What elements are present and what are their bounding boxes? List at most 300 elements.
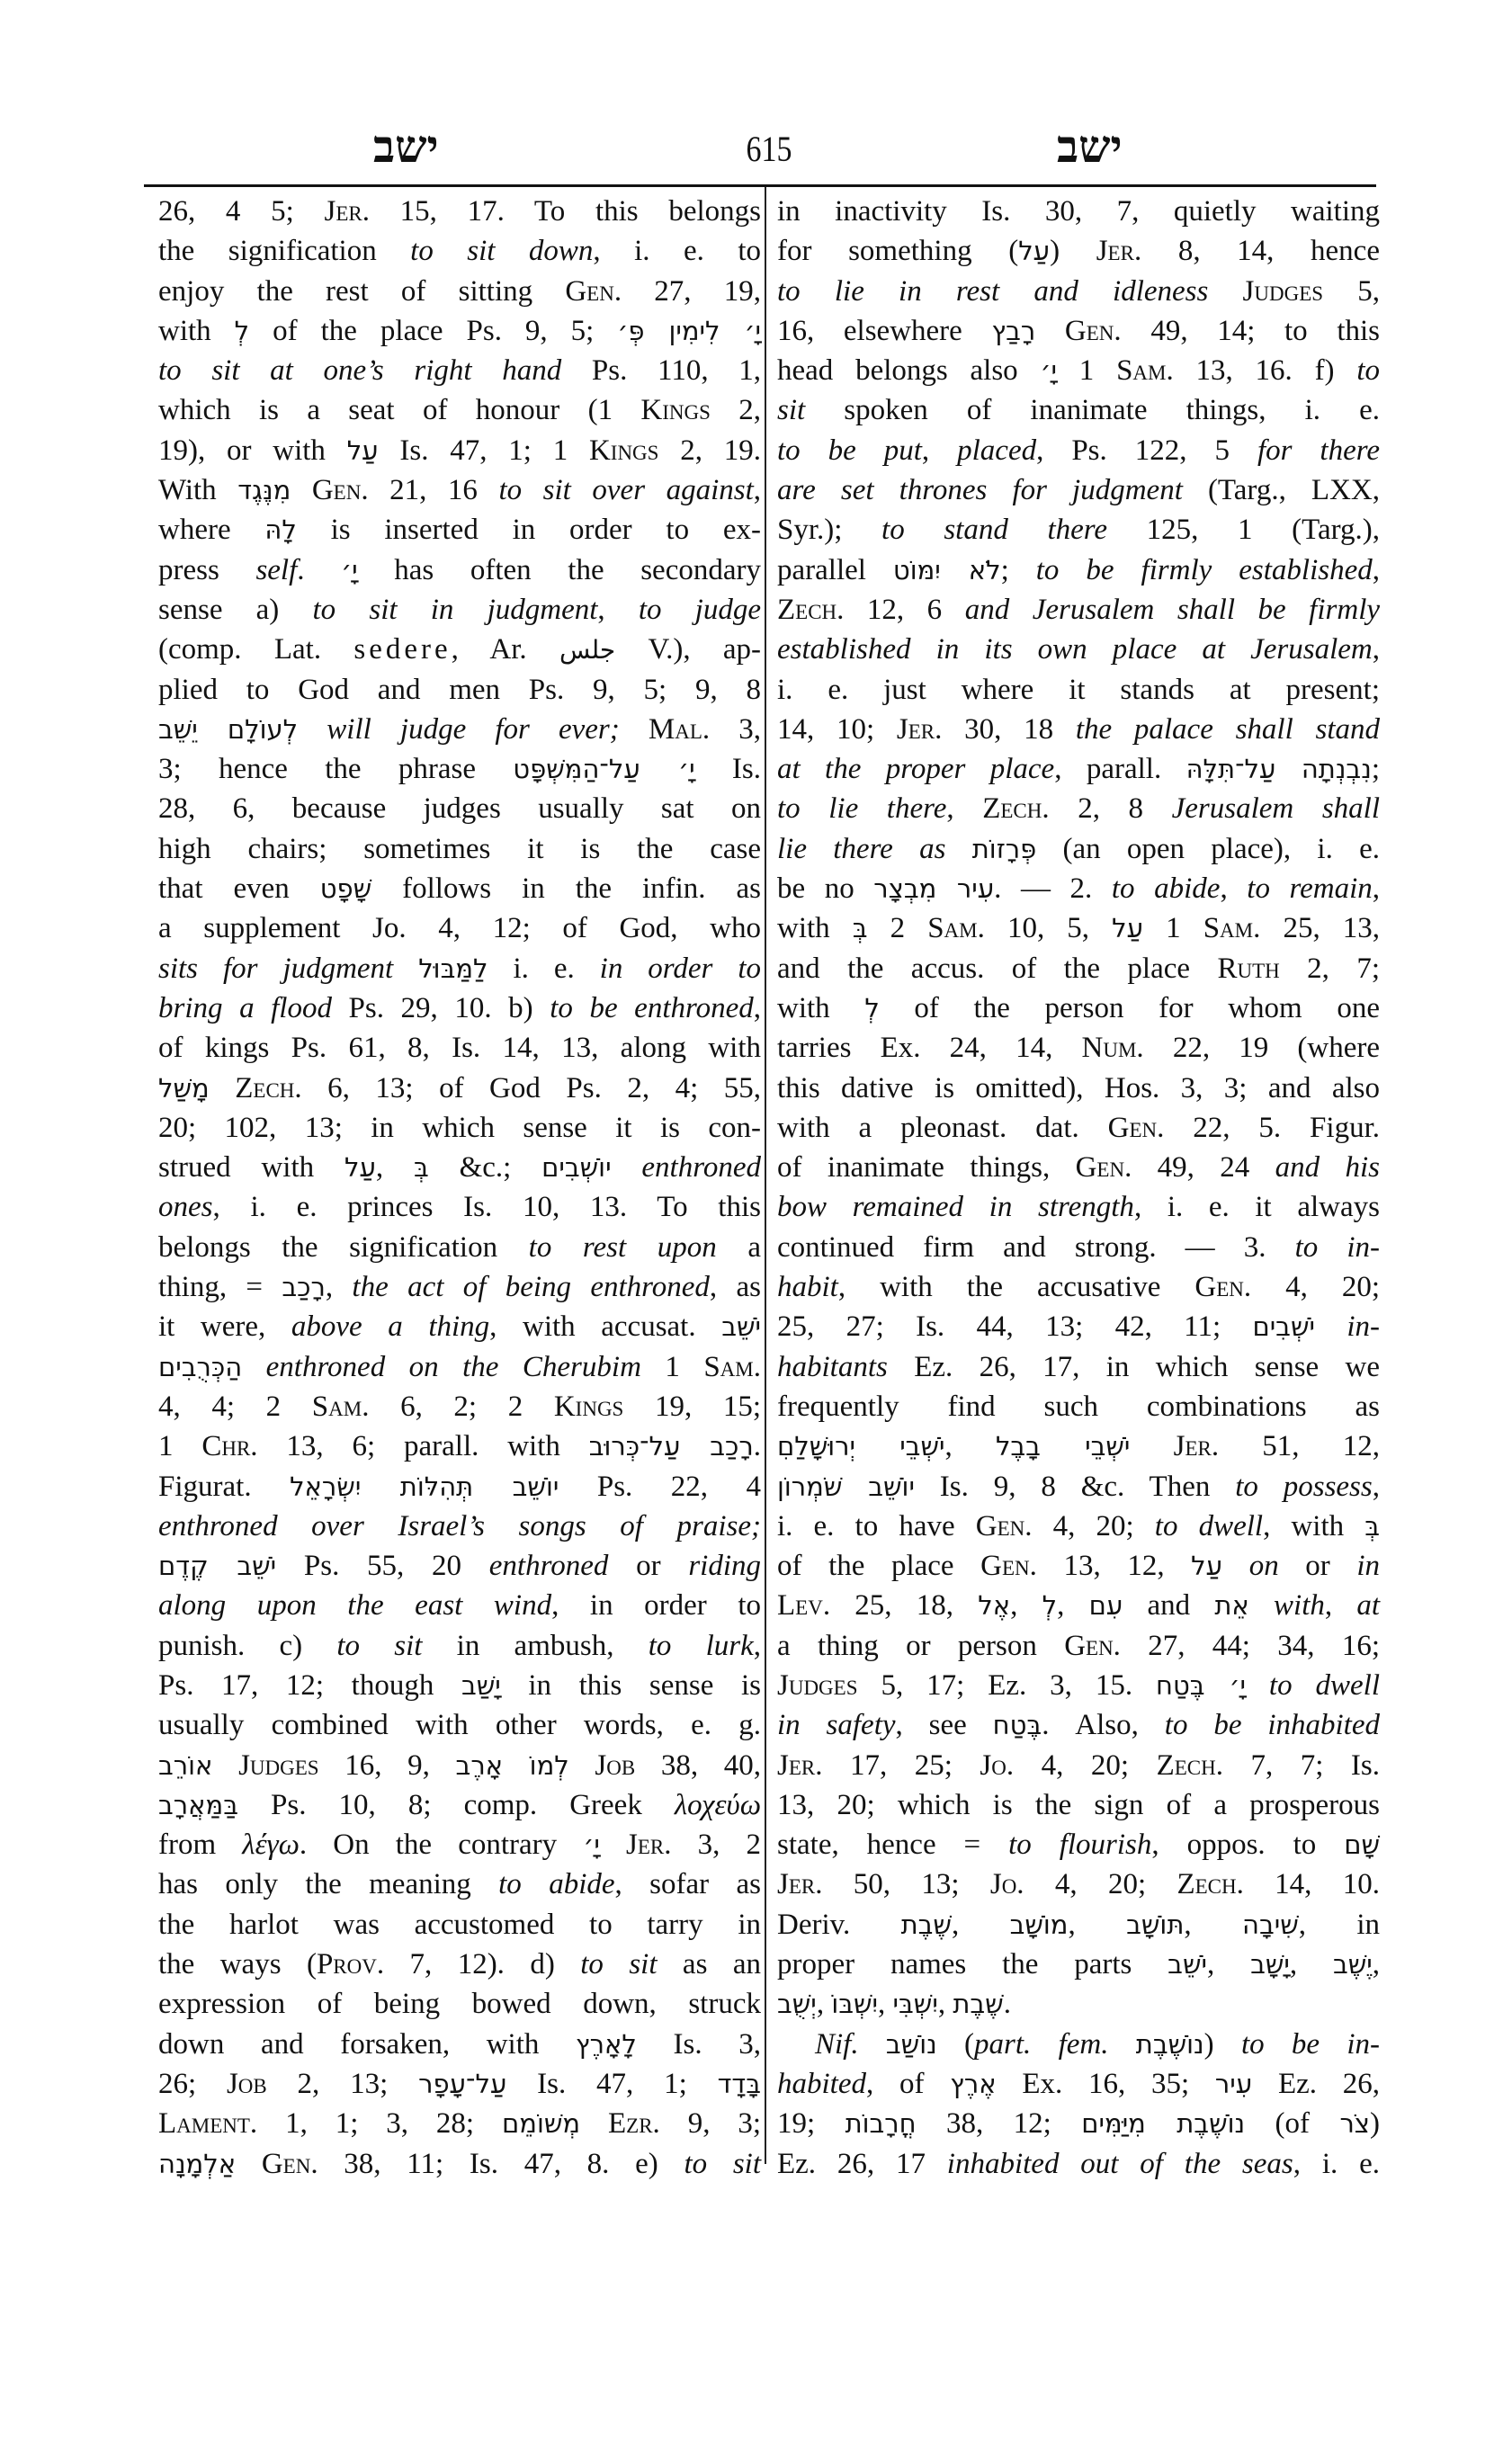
text-run: 2, 8 [1049,792,1172,826]
text-line [158,1825,761,1864]
text-run [1246,1669,1269,1702]
hebrew-text: יֹשֵׁב [721,1311,761,1343]
text-run: , [921,434,958,467]
hebrew-text: יֹשְׁבִים [1252,1311,1315,1343]
text-run: &c.; [428,1151,542,1185]
text-line [158,710,761,749]
text-run: to possess [1235,1470,1373,1503]
text-run: has often the secondary [357,553,761,586]
text-run: high chairs; sometimes it is the case [158,832,761,865]
text-run: 25, 27; Is. 44, 13; 42, 11; [777,1310,1253,1344]
text-run: enjoy the rest of sitting [158,274,566,308]
hebrew-text: אוֹרֵב [158,1749,213,1781]
text-run: Is. 3, [636,2027,761,2061]
text-run: 4, 20; [1014,1748,1157,1782]
text-line [777,1905,1380,1945]
text-line [158,1864,761,1904]
text-run: follows in the infin. as [371,872,761,906]
text-run: 3; hence the phrase [158,753,514,786]
text-line [158,1307,761,1346]
text-run: 50, 13; [822,1868,990,1901]
text-run: , [1184,1908,1242,1941]
text-run [393,952,418,985]
text-run: , i. e. princes Is. 10, 13. To this [212,1191,761,1224]
text-run: 2, 13; [266,2067,419,2100]
text-run: . [753,1430,761,1463]
text-run: Kings [588,434,659,467]
text-run: Is. [694,753,761,786]
text-run: (of [1245,2107,1340,2141]
text-run [291,474,312,506]
text-run: Ps. 17, 12; though [158,1668,461,1702]
right-headword: ישב [1057,120,1123,173]
text-run: to dwell [1154,1509,1264,1542]
text-run: tarries Ex. 24, 14, [777,1032,1082,1065]
text-run: 38, 11; Is. 47, 8. e) [318,2147,684,2180]
hebrew-text: נוֹשֶׁבֶת מִיַּמִּים [1081,2108,1246,2140]
text-run: Kings [553,1390,624,1423]
text-run: will judge for ever; [327,712,620,746]
text-line [158,988,761,1028]
text-run: 13, 16. f) [1173,354,1357,388]
text-run: 4, 20; [1024,1868,1177,1901]
text-line [777,1228,1380,1267]
hebrew-text: עִיר מִבְצָר [873,873,995,905]
text-run: with [1274,1589,1325,1623]
hebrew-text: בְּ [413,1152,429,1184]
hebrew-text: בַּמַּאֲרָב [158,1789,238,1820]
text-run: above a thing [291,1310,490,1344]
text-run: , sofar as [614,1868,761,1901]
text-run: to lie in rest and idleness [777,274,1209,308]
text-run: V.), ap- [615,633,762,666]
text-line [777,1426,1380,1466]
text-run: to be enthroned [550,991,754,1024]
text-run: Prov. [316,1948,385,1981]
text-line [777,988,1380,1028]
text-run: bow remained in strength [777,1191,1134,1224]
text-run: self [255,553,298,586]
hebrew-text: בְּ [1364,1510,1381,1542]
hebrew-text: יִשְׁבִּי [892,1989,938,2020]
text-run: Is. 9, 8 &c. Then [914,1470,1236,1503]
text-run: to sit down [410,235,594,268]
text-run: riding [688,1550,761,1583]
text-run: Jer. [896,712,943,746]
text-run: Gen. [311,474,369,507]
text-run: 1, 1; 3, 28; [257,2107,502,2141]
text-line [158,1148,761,1187]
text-line [158,2104,761,2143]
text-run: 30, 18 [942,712,1076,746]
text-run: sit [777,394,806,427]
hebrew-text: שָׁפָט [319,873,372,905]
text-run: to sit in judgment [312,593,598,626]
text-run: , [753,1629,762,1662]
text-run [1035,315,1065,347]
hebrew-text: לְמוֹ אָרֶב [455,1749,569,1781]
text-run: sedere [353,633,452,666]
text-run: a thing or person [777,1629,1065,1662]
text-run: the act of being enthroned [352,1271,710,1304]
text-run: inhabited out of the seas [946,2147,1293,2180]
hebrew-text: פְּרָזוֹת [971,833,1037,864]
text-line [777,1347,1380,1387]
hebrew-text: יוֹשֵׁב שֹׁמְרוֹן [777,1471,915,1502]
text-line [777,1984,1380,2024]
text-run: 13, 20; which is the sign of a prosperous [777,1788,1380,1821]
text-run: with [158,314,235,347]
arabic-text: جلس [559,635,616,666]
text-run: , with [1263,1509,1365,1542]
text-run: Judges [1242,274,1324,308]
hebrew-text: יָ׳ עַל־הַמִּשְׁפָּט [513,754,695,785]
text-run: lie there as [777,832,946,865]
text-run: Lament. [158,2107,258,2141]
text-run: as an [657,1948,761,1981]
text-run: in ambush, [422,1629,649,1662]
text-run: this dative is omitted), Hos. 3, 3; and also [777,1071,1380,1104]
text-run: in this sense is [500,1668,761,1702]
text-run: , oppos. to [1151,1829,1345,1862]
text-run [569,1749,595,1782]
text-run: to flourish [1008,1829,1152,1862]
text-run: 4, 20; [1251,1271,1381,1304]
text-run: Is. 47, 1; 1 [378,434,589,467]
text-run: Zech. [777,593,845,626]
hebrew-text: לְעוֹלָם יֵשֵׁב [158,713,299,745]
text-run: in order to [599,952,761,985]
text-line [158,1666,761,1705]
text-run: Zech. [982,792,1050,826]
text-run: Nif. [815,2027,859,2061]
text-run: Gen. [975,1509,1033,1542]
text-run: 7, 12). d) [384,1948,581,1981]
text-run: established in its own place at Jerusalem [777,633,1373,666]
text-run: 2, 7; [1279,952,1380,985]
text-run: 12, 6 [844,593,965,626]
text-run: , i. e. [1293,2147,1380,2180]
text-run: 6, 2; 2 [369,1390,554,1423]
text-run: , [944,1430,996,1463]
text-run: to lie there [777,792,947,826]
text-run: , [937,1988,953,2021]
text-run: Judges [777,1668,858,1702]
text-line [158,2064,761,2104]
text-run [1315,1310,1346,1343]
text-run: 19; [777,2107,845,2141]
text-line [158,1546,761,1586]
hebrew-text: יְשֻׁב [777,1989,817,2020]
text-run: , [1324,1589,1357,1623]
hebrew-text: בְּ [852,913,868,944]
text-line [158,431,761,470]
text-run: 38, 40, [635,1748,762,1782]
text-run: 51, 12, [1219,1430,1380,1463]
text-run: placed [957,434,1037,467]
text-run: Gen. [565,274,622,308]
text-run: , [1372,1470,1380,1503]
text-run: has only the meaning [158,1868,499,1901]
text-run: , [753,991,762,1024]
hebrew-text: יֹשֵׁב [1168,1949,1207,1981]
text-run: ) [1203,2027,1241,2061]
text-run: 20; 102, 13; in which sense it is con- [158,1111,761,1144]
text-run [945,833,971,865]
text-line [777,949,1380,988]
text-run: Gen. [1194,1271,1252,1304]
text-run: proper names the parts [777,1948,1168,1981]
text-run: or [608,1550,689,1583]
text-run: , see [895,1709,993,1742]
text-run [859,2028,886,2061]
text-run [242,1351,265,1383]
text-line [158,1507,761,1546]
hebrew-text: יוֹשֵׁב תְּהִלּוֹת יִשְׂרָאֵל [290,1471,559,1502]
text-run: to sit [580,1948,658,1981]
hebrew-text: צֹר [1339,2108,1371,2140]
text-run: Ps. 55, 20 [276,1550,489,1583]
text-run: to in- [1294,1230,1381,1264]
hebrew-text: יָ׳ [341,554,358,586]
text-run: 19, 15; [623,1390,762,1423]
text-run: , [753,474,761,507]
text-run: , i. e. to [593,235,761,268]
hebrew-text: מוֹשָׁב [1009,1909,1069,1940]
hebrew-text: יֹשֵׁב קֶדֶם [158,1551,277,1582]
text-run: habited [777,2067,866,2100]
hebrew-text: יוֹשְׁבִים [541,1152,612,1184]
text-line [777,1148,1380,1187]
text-line [777,470,1380,510]
text-line [158,949,761,988]
text-run: Jerusalem shall [1171,792,1381,826]
text-line [777,231,1380,271]
text-run: sits for judgment [158,952,394,985]
text-run: to sit [684,2147,762,2180]
text-line [777,1108,1380,1148]
text-run: to be put [777,434,922,467]
text-run: Jer. [777,1868,823,1901]
text-run: sense a) [158,593,313,626]
text-line [777,1546,1380,1586]
hebrew-text: יִשְׁבּוֹ [831,1989,879,2020]
hebrew-text: רָכַב עַל־כְּרוּב [588,1431,754,1462]
hebrew-text: נִבְנְתָה עַל־תִּלָּהּ [1185,754,1372,785]
text-run: 26, 4 5; [158,195,325,228]
text-run: Job [595,1748,636,1782]
text-run: With [158,474,238,507]
left-column [158,192,761,2184]
text-run: 19), or with [158,434,347,467]
hebrew-text: לָאָרֶץ [576,2028,637,2060]
text-run: Gen. [1107,1111,1165,1144]
text-run: 2, [710,394,762,427]
text-run: 14, 10; [777,712,897,746]
text-run: that even [158,872,320,906]
text-run: 9, 3; [659,2107,762,2141]
text-line [777,1945,1380,1984]
text-run: Figurat. [158,1470,291,1503]
hebrew-text: יָשָׁב [1250,1949,1290,1981]
text-run: . [1003,1988,1011,2021]
text-line [158,1746,761,1785]
text-run: Ex. 16, 35; [996,2067,1215,2100]
right-column [777,192,1380,2184]
text-run: or [1278,1550,1357,1583]
text-run: with [777,991,865,1024]
text-run: to lurk [648,1629,754,1662]
text-run [1208,275,1242,308]
text-run: punish. c) [158,1629,337,1662]
hebrew-text: מִנֶּגֶד [237,475,291,506]
hebrew-text: נוֹשַׁב [885,2028,937,2060]
hebrew-text: עִיר [1214,2068,1253,2099]
text-run: Jer. [626,1829,672,1862]
text-run: , [597,593,639,626]
text-run: , [1220,872,1248,906]
text-run: Mal. [648,712,711,746]
text-run: of inanimate things, [777,1151,1076,1185]
text-line [158,1387,761,1426]
text-run [1130,1430,1173,1462]
text-run: enthroned on the Cherubim [265,1350,641,1383]
text-run: be no [777,872,874,906]
hebrew-text: שִׁיבָה [1242,1909,1299,1940]
left-headword: ישב [373,120,439,173]
text-line [777,630,1380,669]
text-run: 14, 10. [1243,1868,1380,1901]
text-line [777,1467,1380,1507]
text-run [580,2107,608,2140]
text-run: Sam. [1203,912,1261,945]
text-run: , i. e. it always [1133,1191,1380,1224]
hebrew-text: רָבַץ [991,315,1036,346]
hebrew-text: לְ [1042,1590,1058,1622]
text-run: 26; [158,2067,227,2100]
text-line [158,1069,761,1108]
text-run: Ps. 29, 10. b) [331,991,550,1024]
text-run: of kings Ps. 61, 8, Is. 14, 13, along with [158,1032,761,1065]
text-run: 8, 14, hence [1141,235,1380,268]
text-run: , [375,1151,414,1185]
text-run: enthroned over Israel’s songs of praise; [158,1509,761,1542]
greek-text: λοχεύω [674,1788,761,1821]
text-line [158,2144,761,2184]
text-line [158,1228,761,1267]
text-run: , [1372,872,1381,906]
hebrew-text: עַל [1191,1551,1223,1582]
text-run: 1 [640,1350,704,1383]
text-run: 3, [710,712,762,746]
hebrew-text: יָ׳ [1040,355,1057,387]
text-line [777,1307,1380,1346]
text-run: Jer. [1096,235,1142,268]
hebrew-text: עַל [346,434,379,466]
text-run: to rest upon [528,1230,717,1264]
text-run: usually combined with other words, e. g. [158,1709,761,1742]
text-run: bring a flood [158,991,332,1024]
text-line [158,311,761,351]
text-run: Gen. [1064,314,1122,347]
text-run: Num. [1081,1032,1144,1065]
text-run: i. e. to have [777,1509,976,1542]
text-run: at [1356,1589,1381,1623]
text-run: to sit over against [498,474,754,507]
text-line [777,2025,1380,2064]
text-run: Gen. [261,2147,318,2180]
text-line [777,311,1380,351]
text-run: state, hence = [777,1829,1009,1862]
text-line [777,1028,1380,1068]
text-run: for something ( [777,235,1019,268]
text-run: 49, 24 [1132,1151,1275,1185]
text-run: it were, [158,1310,291,1344]
text-run: Syr.); [777,514,882,547]
text-run: 22, 19 (where [1143,1032,1381,1065]
text-run: 15, 17. To this belongs [369,195,761,228]
running-header [157,115,1376,178]
hebrew-text: נוֹשֶׁבֶת [1135,2028,1204,2060]
text-run: of the place [777,1550,981,1583]
text-line [777,1746,1380,1785]
text-run: Chr. [201,1430,258,1463]
hebrew-text: תּוֹשָׁב [1126,1909,1185,1940]
text-run: to abide [1111,872,1221,906]
text-line [158,1984,761,2024]
hebrew-text: אֶל [978,1590,1011,1622]
text-run [600,1829,626,1861]
text-run: (Targ., LXX, [1182,474,1380,507]
text-run: . Also, [1042,1709,1165,1742]
text-run: , [1289,1948,1333,1981]
text-run: , [325,1271,353,1304]
hebrew-text: אַלְמָנָה [158,2148,237,2179]
text-run: Ps. 22, 4 [559,1470,761,1503]
text-run: and the accus. of the place [777,952,1218,985]
text-run: in safety [777,1709,896,1742]
text-run [236,2148,262,2180]
text-run: a [716,1230,761,1264]
text-line [777,749,1380,789]
text-line [158,789,761,828]
text-line [777,2104,1380,2143]
hebrew-text: יָשַׁב [461,1669,501,1701]
header-rule [144,184,1376,187]
text-run: habit [777,1271,838,1304]
hebrew-text: שָׁם [1344,1829,1381,1861]
text-run: at the proper place [777,753,1055,786]
hebrew-text: לַמַּבּוּל [418,952,488,984]
text-run [1249,1589,1274,1622]
text-line [777,192,1380,231]
text-run: , [1206,1948,1251,1981]
hebrew-text: שֶׁבֶת [900,1909,952,1940]
text-run: Zech. [235,1071,302,1104]
text-run: 10, 5, [984,912,1113,945]
text-run [1222,1550,1249,1582]
text-run: spoken of inanimate things, i. e. [805,394,1380,427]
text-run: where [158,514,265,547]
text-run: Ps. 110, 1, [561,354,761,388]
hebrew-text: מָשַׁל [158,1072,210,1104]
text-line [158,351,761,390]
text-run: , [1010,1589,1042,1623]
text-run: is inserted in order to ex- [296,514,761,547]
text-run: 2 [867,912,928,945]
text-run: in inactivity Is. 30, 7, quietly waiting [777,195,1380,228]
hebrew-text: בֶּטַח [992,1710,1042,1741]
